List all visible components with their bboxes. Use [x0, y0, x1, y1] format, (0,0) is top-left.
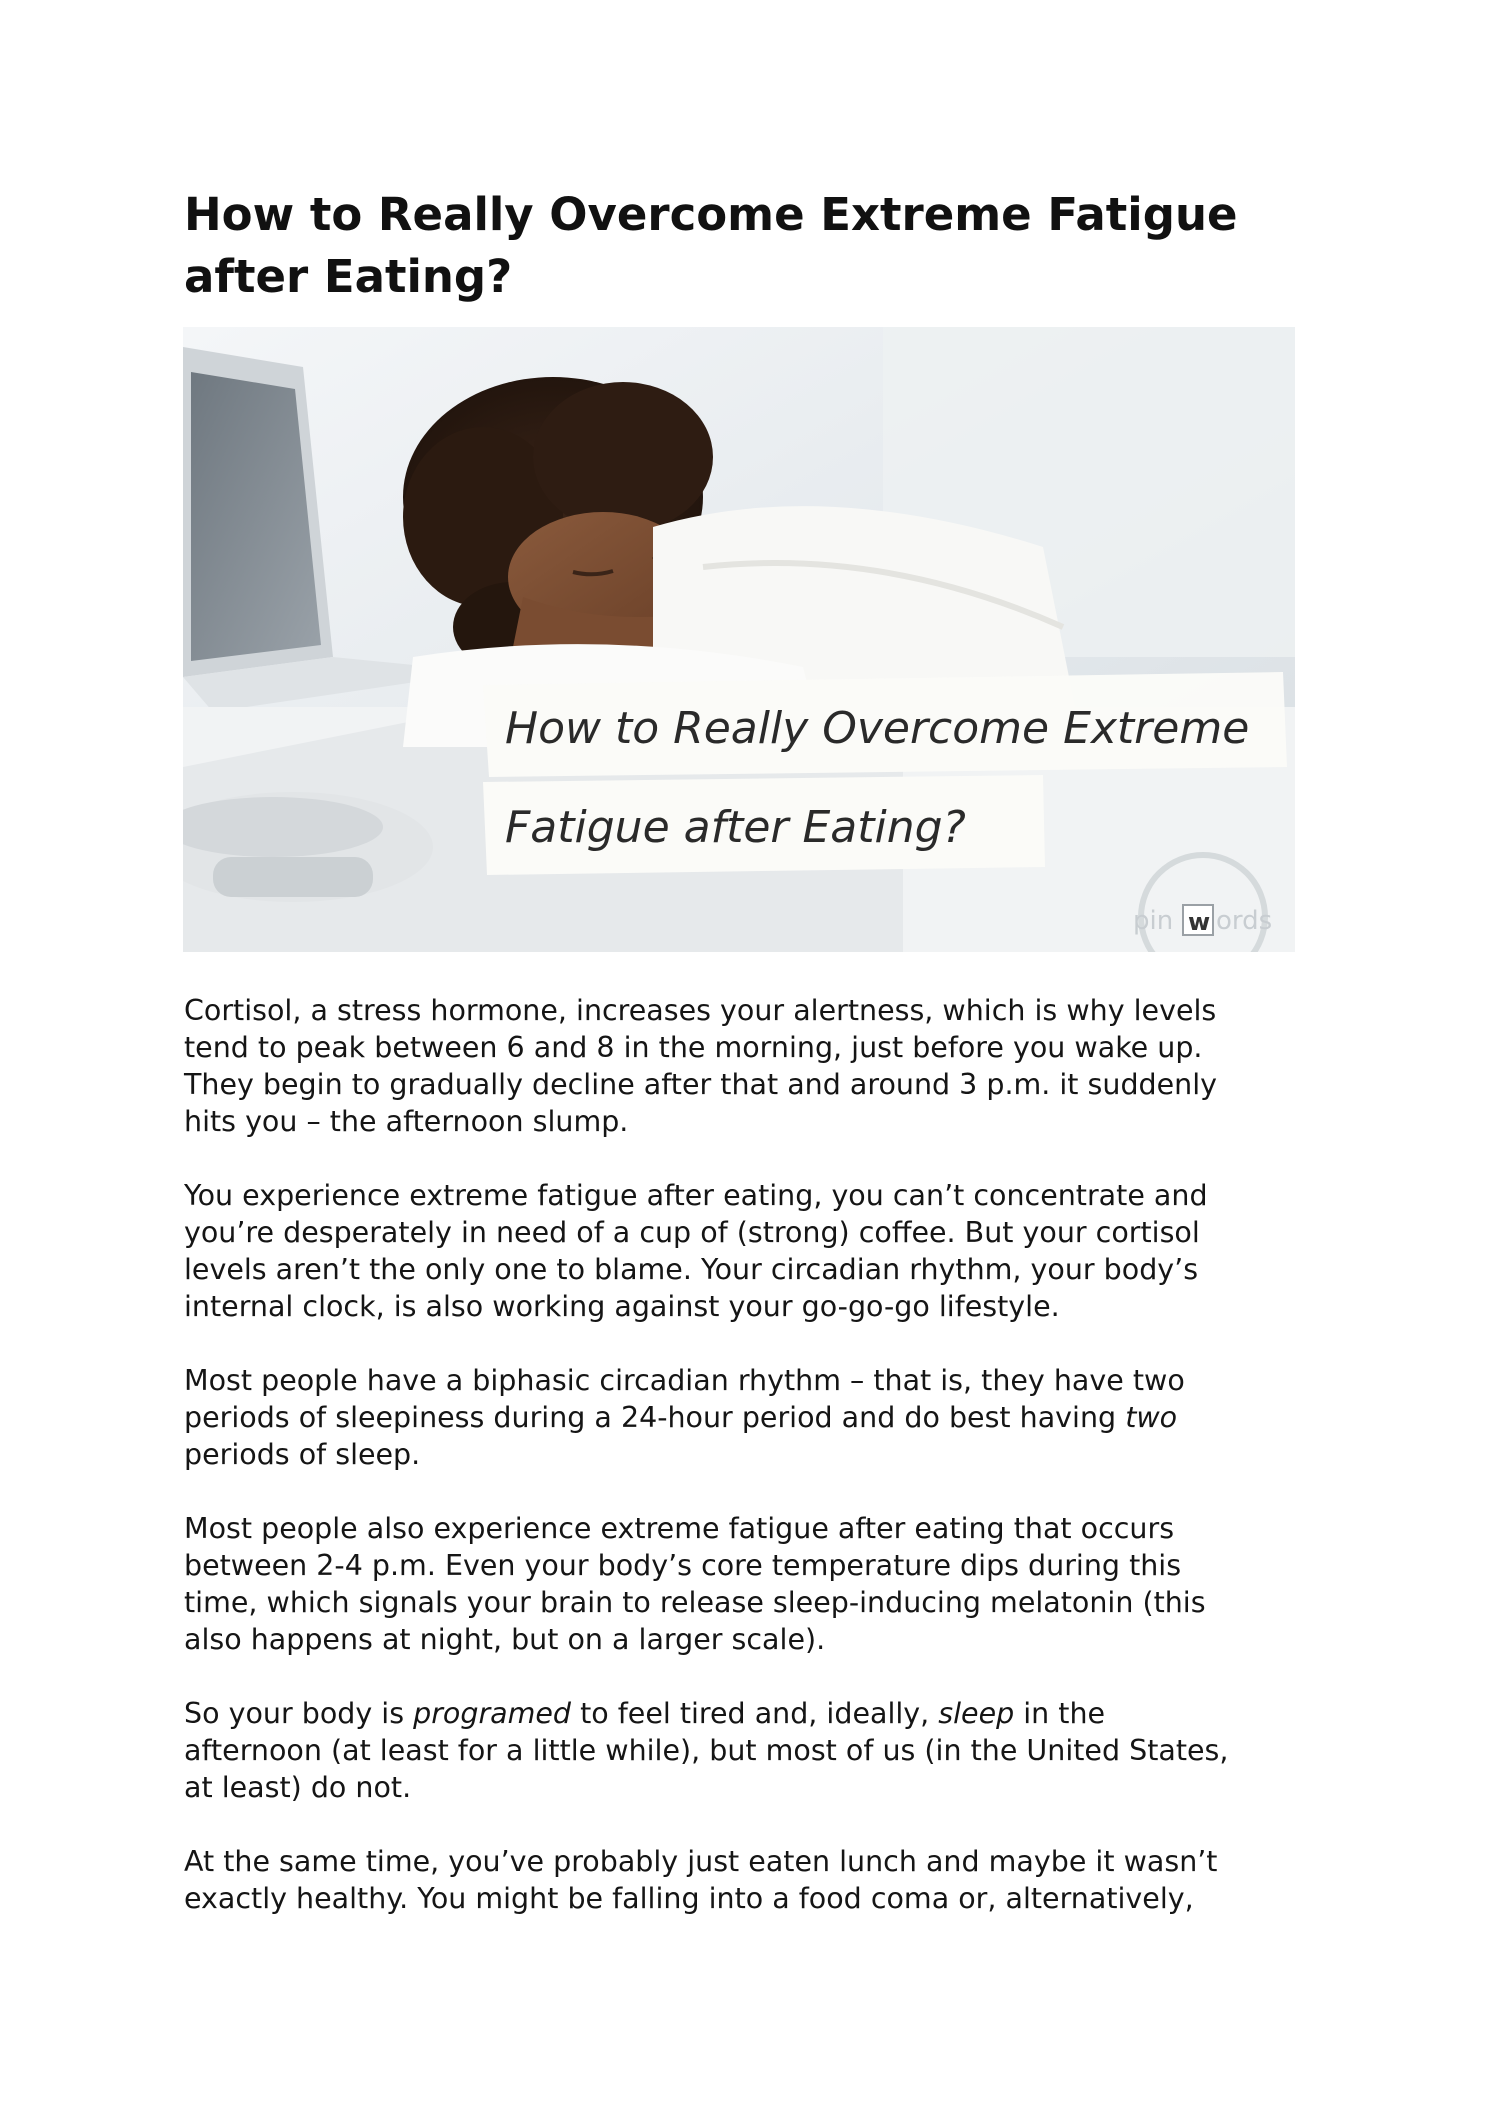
paragraph-line: afternoon (at least for a little while), but most of us (in the United States, — [184, 1734, 1229, 1767]
page-title — [184, 184, 1344, 308]
paragraph-line: They begin to gradually decline after that and around 3 p.m. it suddenly — [184, 1068, 1218, 1101]
paragraph-line: at least) do not. — [184, 1771, 412, 1804]
paragraph-line: time, which signals your brain to release sleep-inducing melatonin (this — [184, 1586, 1206, 1619]
paragraph-line: between 2-4 p.m. Even your body’s core temperature dips during this — [184, 1549, 1182, 1582]
paragraph-line: tend to peak between 6 and 8 in the morning, just before you wake up. — [184, 1031, 1203, 1064]
overlay-caption-line-1: How to Really Overcome Extreme — [505, 703, 1250, 754]
emphasis-text: two — [1125, 1401, 1178, 1434]
paragraph-line: exactly healthy. You might be falling into a food coma or, alternatively, — [184, 1882, 1194, 1915]
text-run: to feel tired and, ideally, — [571, 1697, 939, 1730]
paragraph-line: hits you – the afternoon slump. — [184, 1105, 629, 1138]
paragraph — [184, 1510, 1344, 1658]
paragraph-line: periods of sleep. — [184, 1438, 421, 1471]
paragraph-line: Cortisol, a stress hormone, increases your alertness, which is why levels — [184, 994, 1217, 1027]
overlay-caption-line-2: Fatigue after Eating? — [505, 802, 966, 853]
watermark-text-post: ords — [1216, 906, 1273, 936]
paragraph-line: you’re desperately in need of a cup of (strong) coffee. But your cortisol — [184, 1216, 1200, 1249]
paragraph — [184, 992, 1344, 1140]
text-run: periods of sleepiness during a 24-hour period and do best having — [184, 1401, 1126, 1434]
emphasis-text: sleep — [938, 1697, 1015, 1730]
article-body — [184, 992, 1344, 1954]
hero-image — [183, 327, 1295, 952]
paragraph-line: also happens at night, but on a larger scale). — [184, 1623, 826, 1656]
paragraph-line: Most people also experience extreme fatigue after eating that occurs — [184, 1512, 1175, 1545]
title-line-2: after Eating? — [184, 250, 513, 303]
paragraph — [184, 1177, 1344, 1325]
watermark-text-pre: pin — [1133, 906, 1174, 936]
paragraph-line: At the same time, you’ve probably just eaten lunch and maybe it wasn’t — [184, 1845, 1218, 1878]
paragraph-line: internal clock, is also working against your go-go-go lifestyle. — [184, 1290, 1060, 1323]
paragraph-line: Most people have a biphasic circadian rhythm – that is, they have two — [184, 1364, 1185, 1397]
text-run: So your body is — [184, 1697, 414, 1730]
paragraph-line — [184, 1695, 1344, 1732]
emphasis-text: programed — [413, 1697, 572, 1730]
paragraph — [184, 1843, 1344, 1917]
paragraph — [184, 1362, 1344, 1473]
paragraph-line: You experience extreme fatigue after eating, you can’t concentrate and — [184, 1179, 1208, 1212]
paragraph — [184, 1695, 1344, 1806]
title-line-1: How to Really Overcome Extreme Fatigue — [184, 188, 1238, 241]
watermark-text-mid: w — [1188, 908, 1211, 936]
text-run: in the — [1014, 1697, 1106, 1730]
paragraph-line — [184, 1399, 1344, 1436]
hero-illustration — [183, 327, 1295, 952]
paragraph-line: levels aren’t the only one to blame. Your circadian rhythm, your body’s — [184, 1253, 1199, 1286]
